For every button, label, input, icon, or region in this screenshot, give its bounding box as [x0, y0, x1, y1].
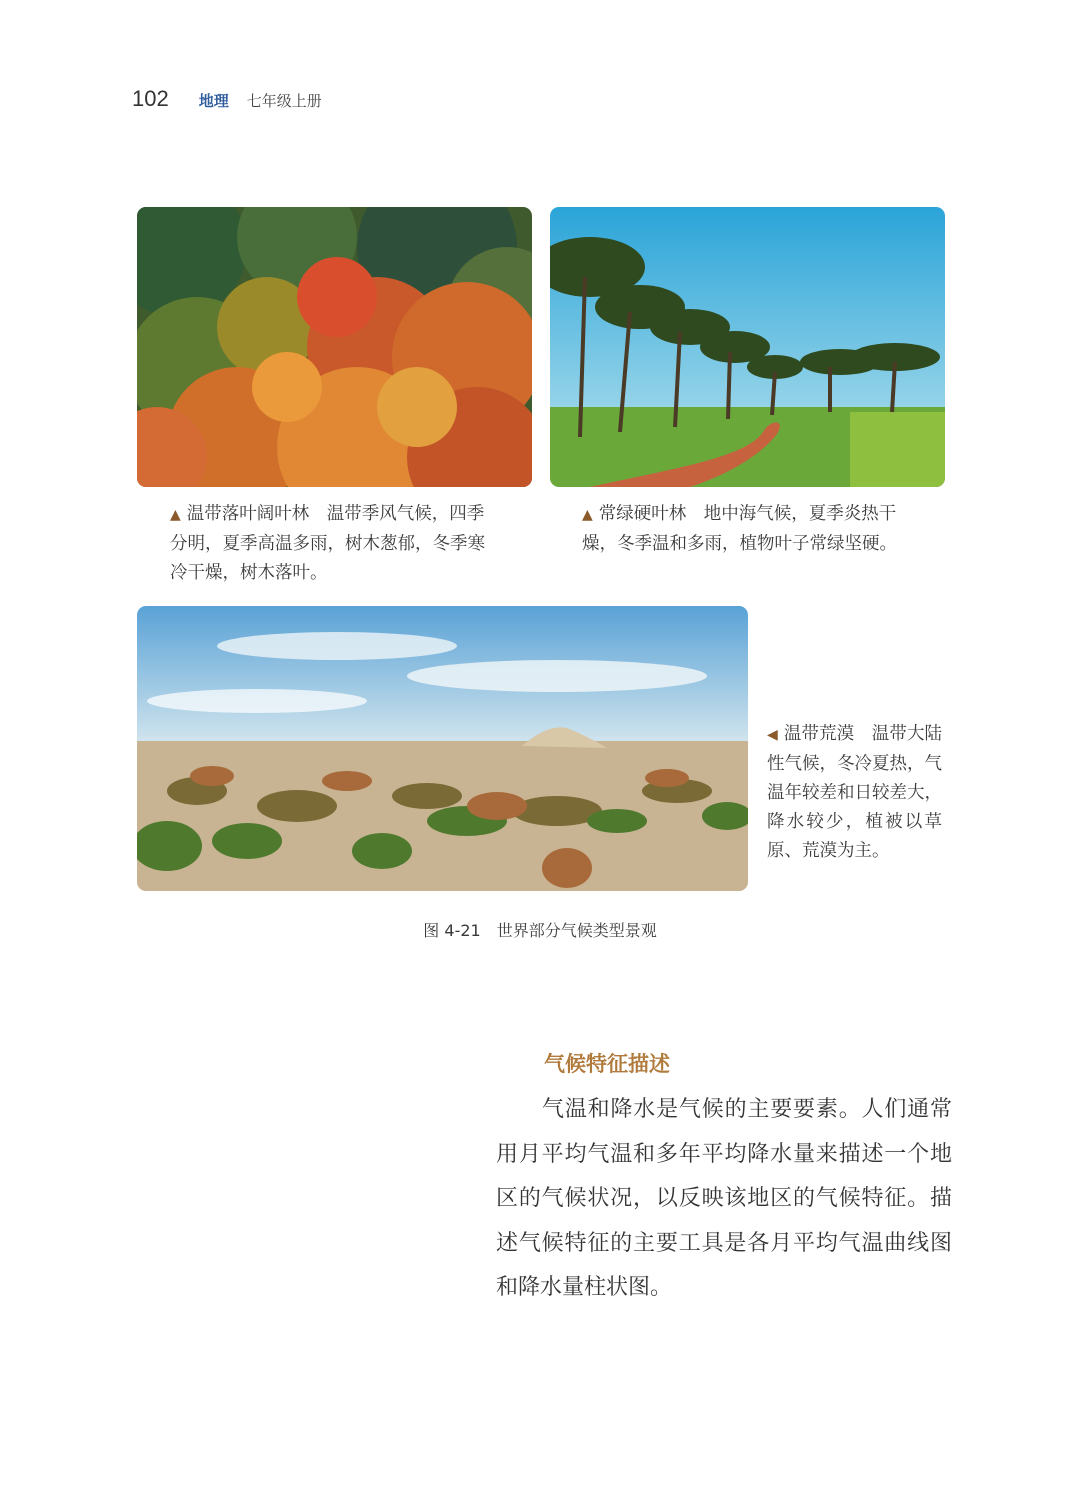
- caption-lead: 温带荒漠: [783, 724, 855, 744]
- caption-lead: 温带落叶阔叶林: [186, 504, 310, 524]
- caption-lead: 常绿硬叶林: [598, 504, 687, 524]
- photo-temperate-desert: [137, 606, 748, 891]
- page-header: [132, 86, 322, 112]
- caption-deciduous-forest: [170, 500, 500, 588]
- caption-temperate-desert: [767, 720, 942, 866]
- section-title: 气候特征描述: [544, 1052, 670, 1076]
- section-body: 气温和降水是气候的主要要素。人们通常用月平均气温和多年平均降水量来描述一个地区的气候状况，以反映该地区的气候特征。描述气候特征的主要工具是各月平均气温曲线图和降水量柱状图。: [496, 1097, 952, 1300]
- photo-deciduous-forest: [137, 207, 532, 487]
- figure-title: 图 4-21 世界部分气候类型景观: [423, 921, 657, 940]
- caption-sclerophyll-forest: [582, 500, 922, 559]
- page-number: 102: [132, 86, 169, 111]
- photo-sclerophyll-forest: [550, 207, 945, 487]
- caption-body: 地中海气候，夏季炎热干燥，冬季温和多雨，植物叶子常绿坚硬。: [582, 504, 897, 554]
- caption-body: 温带大陆性气候，冬冷夏热，气温年较差和日较差大，降水较少，植被以草原、荒漠为主。: [767, 724, 943, 861]
- triangle-up-icon: ▲: [582, 507, 593, 523]
- caption-body: 温带季风气候，四季分明，夏季高温多雨，树木葱郁，冬季寒冷干燥，树木落叶。: [170, 504, 485, 583]
- grade-label: 七年级上册: [246, 92, 322, 110]
- subject-label: 地理: [198, 92, 229, 110]
- triangle-left-icon: ◀: [767, 727, 778, 743]
- triangle-up-icon: ▲: [170, 507, 181, 523]
